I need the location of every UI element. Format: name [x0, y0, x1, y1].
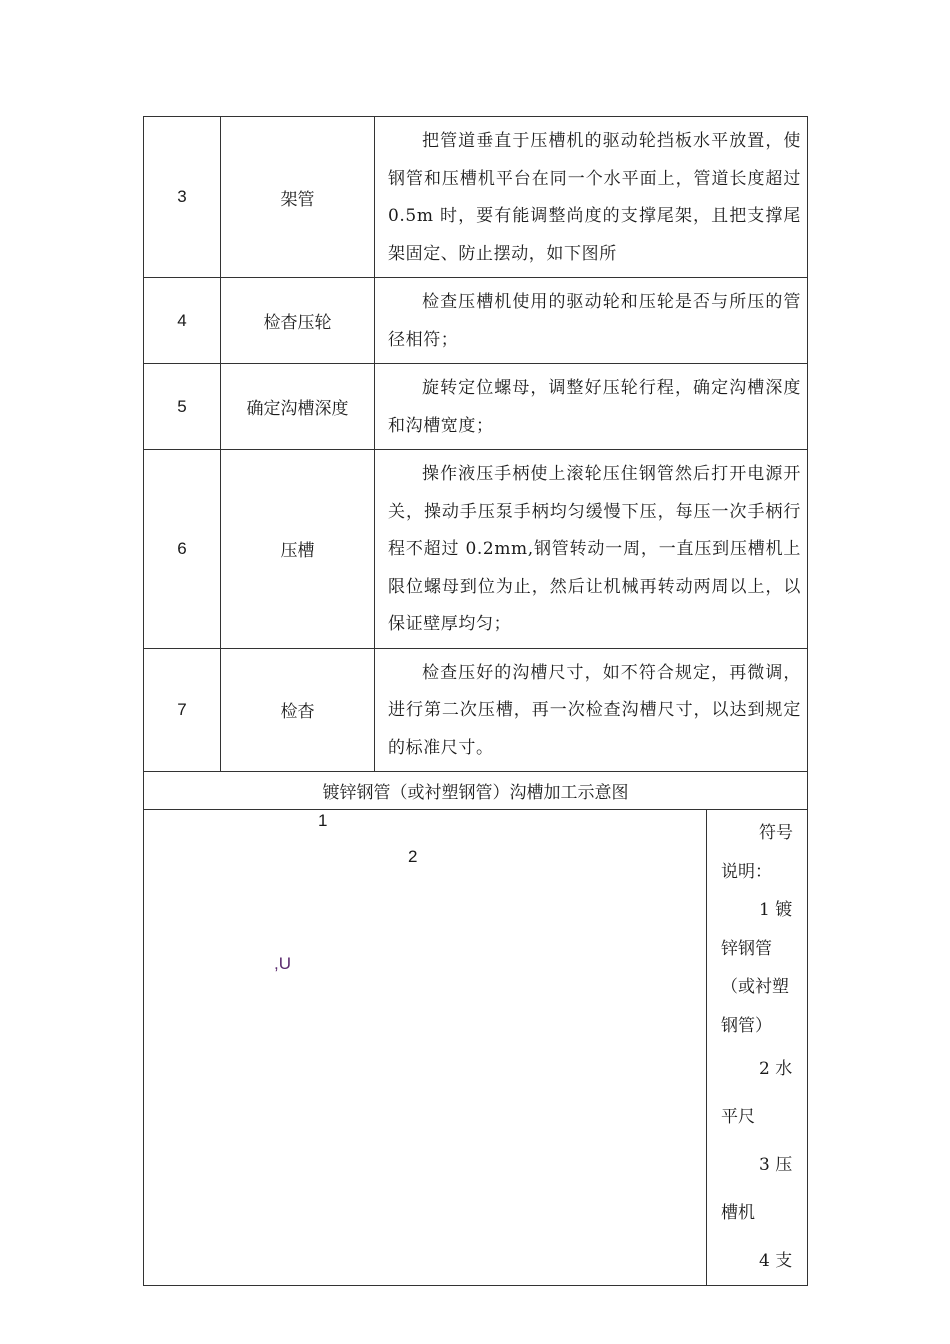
table-row [144, 278, 808, 364]
table-row [144, 117, 808, 278]
legend-line: （或衬塑 [721, 977, 789, 997]
caption-row [144, 772, 808, 810]
legend-line: 4 支 [759, 1251, 793, 1271]
legend-line: 平尺 [721, 1107, 755, 1127]
table-row [144, 364, 808, 450]
step-number: 4 [144, 278, 221, 364]
legend-line: 钢管） [721, 1015, 772, 1036]
step-name: 压槽 [221, 450, 375, 649]
step-name: 检杳 [221, 648, 375, 772]
legend-line: 槽机 [721, 1203, 755, 1223]
step-number: 3 [144, 117, 221, 278]
legend-line: 3 压 [759, 1155, 793, 1175]
step-name: 检杳压轮 [221, 278, 375, 364]
diagram-label-2: 2 [408, 847, 418, 866]
legend-cell [707, 810, 808, 1286]
diagram-label-u: ,U [274, 954, 291, 973]
diagram-area [144, 810, 707, 1286]
legend-line: 1 镀 [759, 900, 793, 920]
diagram-caption: 镀锌钢管（或衬塑钢管）沟槽加工示意图 [144, 772, 808, 810]
process-table [143, 116, 808, 1286]
legend-line: 锌钢管 [721, 938, 772, 959]
step-description: 把管道垂直于压槽机的驱动轮挡板水平放置，使钢管和压槽机平台在同一个水平面上，管道长度超过 0.5m 时，要有能调整尚度的支撑尾架，且把支撑尾架固定、防止摆动，如下图所 [375, 117, 808, 278]
step-description: 操作液压手柄使上滚轮压住钢管然后打开电源开关，操动手压泵手柄均匀缓慢下压，每压一次手柄行程不超过 0.2mm,钢管转动一周，一直压到压槽机上限位螺母到位为止，然后让机械再转动两周以上，以保证壁厚均匀； [375, 450, 808, 649]
legend-line: 说明： [721, 861, 772, 882]
legend-line: 符号 [759, 823, 793, 843]
step-number: 5 [144, 364, 221, 450]
step-description: 检查压好的沟槽尺寸，如不符合规定，再微调，进行第二次压槽，再一次检查沟槽尺寸，以达到规定的标准尺寸。 [375, 648, 808, 772]
table-row [144, 450, 808, 649]
diagram-label-1: 1 [318, 811, 328, 830]
step-number: 7 [144, 648, 221, 772]
table-row [144, 648, 808, 772]
legend-line: 2 水 [759, 1059, 793, 1079]
step-description: 检查压槽机使用的驱动轮和压轮是否与所压的管径相符； [375, 278, 808, 364]
step-name: 架管 [221, 117, 375, 278]
step-number: 6 [144, 450, 221, 649]
step-name: 确定沟槽深度 [221, 364, 375, 450]
diagram-row [144, 810, 808, 1286]
step-description: 旋转定位螺母，调整好压轮行程，确定沟槽深度和沟槽宽度； [375, 364, 808, 450]
